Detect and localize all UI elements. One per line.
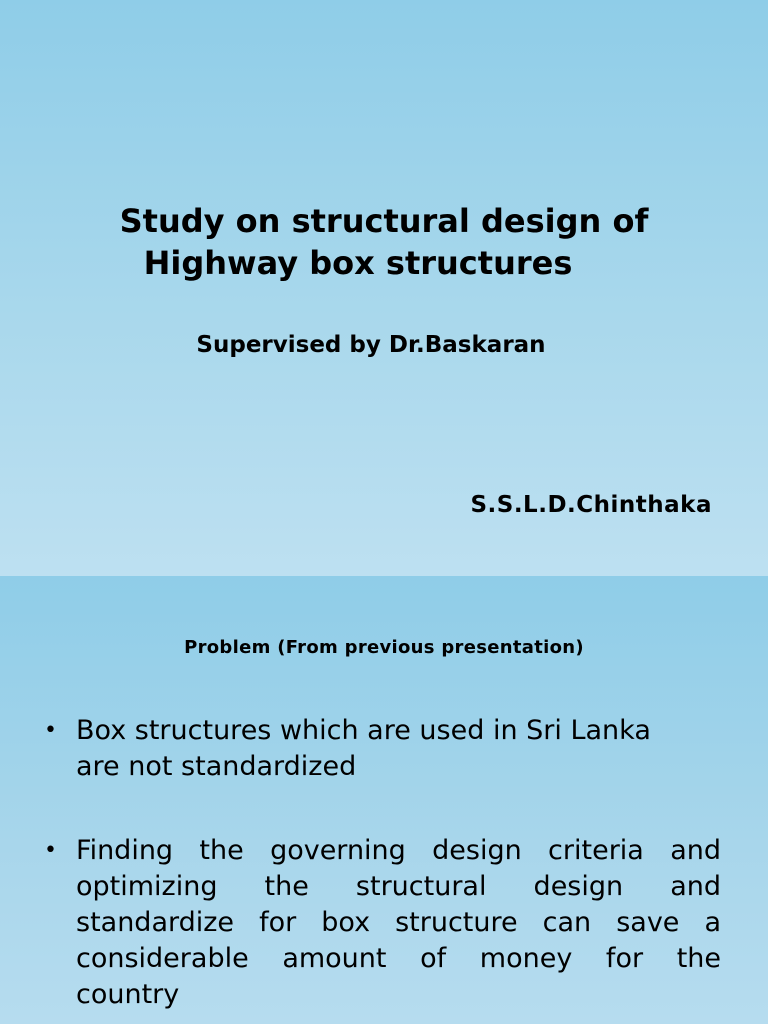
- bullet-list: [40, 713, 721, 1024]
- bullet-line: are not standardized: [76, 751, 357, 782]
- bullet-line: considerable amount of money for the: [76, 943, 721, 974]
- slide-title-line-2: Highway box structures: [143, 244, 573, 282]
- bullet-line: optimizing the structural design and: [76, 871, 721, 902]
- bullet-text: [76, 713, 721, 785]
- slide-title: [60, 200, 708, 284]
- bullet-text: [76, 833, 721, 1013]
- problem-slide: [0, 576, 768, 1024]
- slide-title-line-1: Study on structural design of: [119, 202, 649, 240]
- bullet-line: Finding the governing design criteria and: [76, 835, 721, 866]
- bullet-line: standardize for box structure can save a: [76, 907, 721, 938]
- list-item: [40, 833, 721, 1013]
- bullet-line: country: [76, 979, 180, 1010]
- bullet-icon: •: [44, 838, 57, 863]
- bullet-line: Box structures which are used in Sri Lanka: [76, 715, 651, 746]
- bullet-icon: •: [44, 718, 57, 743]
- supervisor-text: Supervised by Dr.Baskaran: [196, 332, 546, 358]
- problem-heading: Problem (From previous presentation): [184, 637, 584, 658]
- author-name: S.S.L.D.Chinthaka: [470, 492, 712, 518]
- list-item: [40, 713, 721, 785]
